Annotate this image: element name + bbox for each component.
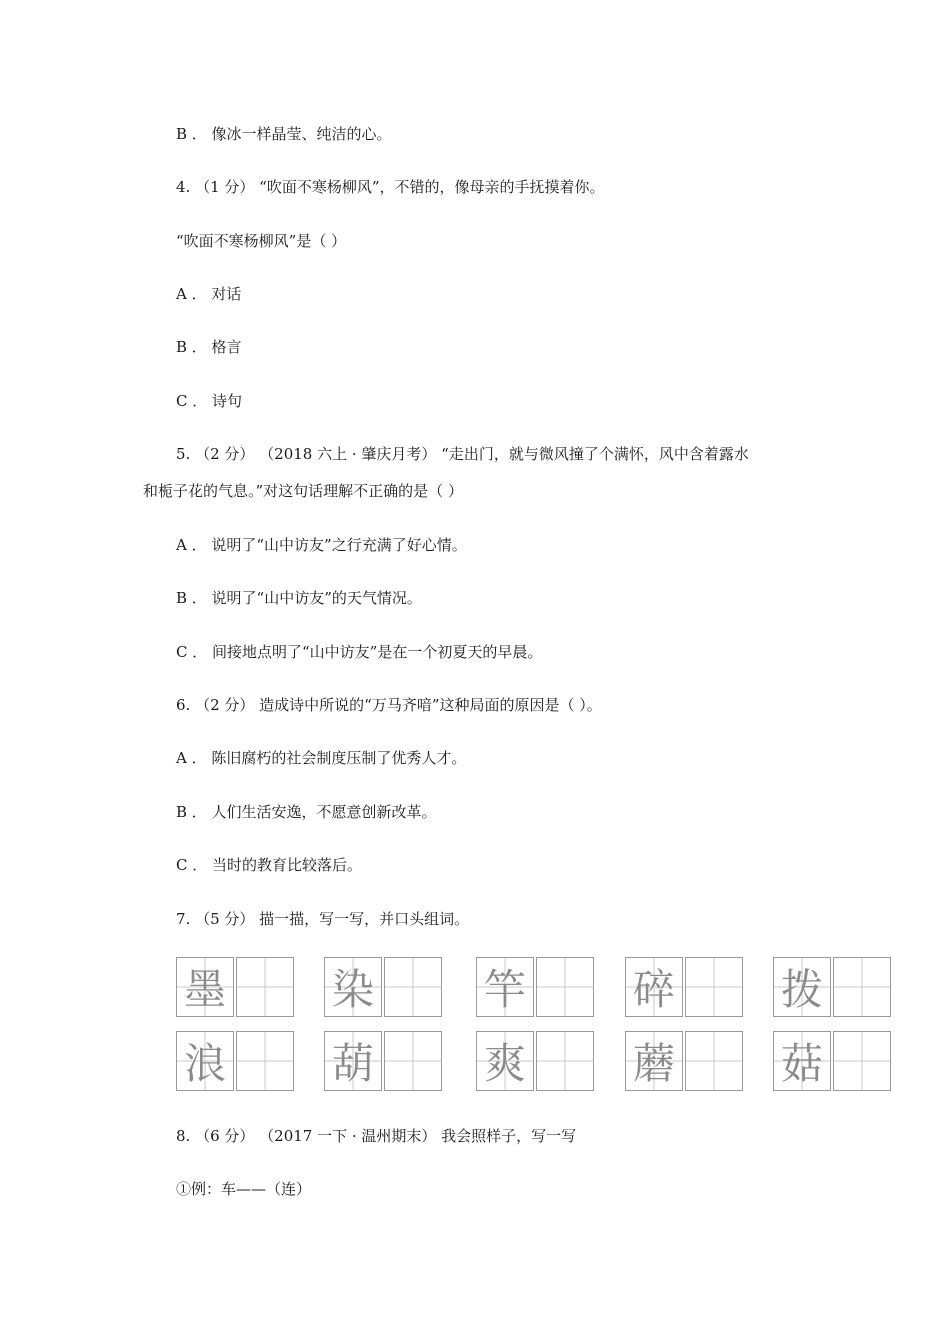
trace-box	[324, 957, 382, 1017]
tracing-cell-group	[625, 1031, 745, 1093]
tracing-cell-group	[625, 957, 745, 1019]
trace-box	[773, 1031, 831, 1091]
write-box	[685, 957, 743, 1017]
trace-box	[176, 957, 234, 1017]
q4-option-a: A ． 对话	[176, 285, 242, 303]
tracing-cell-group	[176, 957, 296, 1019]
q5-stem-line2: 和栀子花的气息。”对这句话理解不正确的是（ ）	[143, 482, 463, 500]
trace-box	[476, 1031, 534, 1091]
q5-option-a: A ． 说明了“山中访友”之行充满了好心情。	[176, 536, 467, 554]
q4-option-c: C ． 诗句	[176, 392, 243, 410]
tracing-grid	[176, 955, 896, 1095]
q4-stem: 4. （1 分） “吹面不寒杨柳风”，不错的，像母亲的手抚摸着你。	[176, 178, 605, 196]
trace-char: 蘑	[632, 1039, 675, 1088]
trace-box	[625, 957, 683, 1017]
trace-box	[324, 1031, 382, 1091]
q5-stem-line1: 5. （2 分） （2018 六上 · 肇庆月考） “走出门，就与微风撞了个满怀，风中含着露水	[176, 445, 749, 463]
write-box	[236, 957, 294, 1017]
tracing-cell-group	[476, 957, 596, 1019]
trace-char: 染	[331, 965, 374, 1014]
trace-char: 竿	[483, 965, 526, 1014]
write-box	[536, 957, 594, 1017]
q5-option-b: B ． 说明了“山中访友”的天气情况。	[176, 589, 422, 607]
write-box	[685, 1031, 743, 1091]
trace-box	[176, 1031, 234, 1091]
q6-option-c: C ． 当时的教育比较落后。	[176, 856, 363, 874]
trace-char: 拨	[780, 965, 823, 1014]
write-box	[384, 957, 442, 1017]
q6-stem: 6. （2 分） 造成诗中所说的“万马齐喑”这种局面的原因是（ ）。	[176, 696, 602, 714]
write-box	[536, 1031, 594, 1091]
trace-char: 葫	[331, 1039, 374, 1088]
q8-stem: 8. （6 分） （2017 一下 · 温州期末） 我会照样子，写一写	[176, 1127, 577, 1145]
write-box	[833, 957, 891, 1017]
trace-box	[773, 957, 831, 1017]
trace-char: 浪	[183, 1039, 226, 1088]
tracing-cell-group	[773, 957, 893, 1019]
trace-box	[476, 957, 534, 1017]
q4-option-b: B ． 格言	[176, 338, 242, 356]
q3-option-b: B ． 像冰一样晶莹、纯洁的心。	[176, 125, 392, 143]
tracing-cell-group	[324, 1031, 444, 1093]
write-box	[833, 1031, 891, 1091]
q6-option-a: A ． 陈旧腐朽的社会制度压制了优秀人才。	[176, 749, 467, 767]
q5-option-c: C ． 间接地点明了“山中访友”是在一个初夏天的早晨。	[176, 643, 543, 661]
tracing-row-2	[176, 1031, 896, 1095]
tracing-cell-group	[176, 1031, 296, 1093]
tracing-row-1	[176, 957, 896, 1021]
write-box	[384, 1031, 442, 1091]
trace-char: 菇	[780, 1039, 823, 1088]
q8-example: ①例：车——（连）	[176, 1180, 312, 1198]
trace-char: 碎	[632, 965, 675, 1014]
trace-char: 墨	[183, 965, 226, 1014]
q6-option-b: B ． 人们生活安逸，不愿意创新改革。	[176, 803, 437, 821]
trace-char: 爽	[483, 1039, 526, 1088]
q4-question: “吹面不寒杨柳风”是（ ）	[176, 232, 347, 250]
tracing-cell-group	[773, 1031, 893, 1093]
write-box	[236, 1031, 294, 1091]
tracing-cell-group	[324, 957, 444, 1019]
q7-stem: 7. （5 分） 描一描，写一写，并口头组词。	[176, 910, 470, 928]
tracing-cell-group	[476, 1031, 596, 1093]
trace-box	[625, 1031, 683, 1091]
